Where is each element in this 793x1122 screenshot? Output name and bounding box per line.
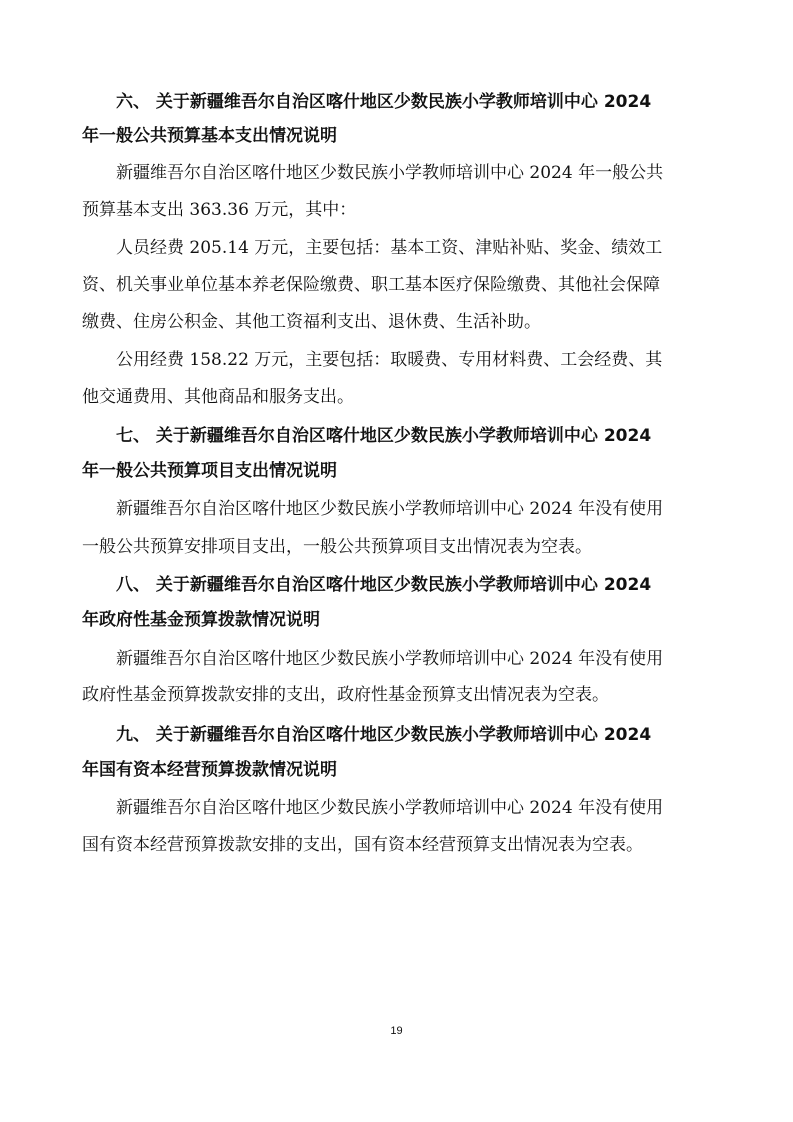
section-heading: 九、 关于新疆维吾尔自治区喀什地区少数民族小学教师培训中心 2024: [116, 725, 652, 745]
section-heading: 六、 关于新疆维吾尔自治区喀什地区少数民族小学教师培训中心 2024: [116, 92, 652, 112]
paragraph-line: 一般公共预算安排项目支出，一般公共预算项目支出情况表为空表。: [82, 537, 592, 557]
paragraph-line: 他交通费用、其他商品和服务支出。: [82, 387, 354, 407]
paragraph-line: 公用经费 158.22 万元，主要包括：取暖费、专用材料费、工会经费、其: [116, 350, 663, 370]
section-heading: 七、 关于新疆维吾尔自治区喀什地区少数民族小学教师培训中心 2024: [116, 426, 652, 446]
page-number: 19: [390, 1025, 403, 1037]
section-heading-cont: 年国有资本经营预算拨款情况说明: [82, 760, 337, 780]
section-heading-cont: 年政府性基金预算拨款情况说明: [82, 610, 320, 630]
paragraph-line: 政府性基金预算拨款安排的支出，政府性基金预算支出情况表为空表。: [82, 685, 609, 705]
paragraph-line: 新疆维吾尔自治区喀什地区少数民族小学教师培训中心 2024 年没有使用: [116, 798, 664, 818]
paragraph-line: 国有资本经营预算拨款安排的支出，国有资本经营预算支出情况表为空表。: [82, 835, 643, 855]
paragraph-line: 新疆维吾尔自治区喀什地区少数民族小学教师培训中心 2024 年没有使用: [116, 499, 664, 519]
paragraph-line: 资、机关事业单位基本养老保险缴费、职工基本医疗保险缴费、其他社会保障: [82, 275, 660, 295]
section-heading-cont: 年一般公共预算项目支出情况说明: [82, 461, 337, 481]
section-heading: 八、 关于新疆维吾尔自治区喀什地区少数民族小学教师培训中心 2024: [116, 575, 652, 595]
paragraph-line: 人员经费 205.14 万元，主要包括：基本工资、津贴补贴、奖金、绩效工: [116, 238, 663, 258]
section-heading-cont: 年一般公共预算基本支出情况说明: [82, 126, 337, 146]
paragraph-line: 新疆维吾尔自治区喀什地区少数民族小学教师培训中心 2024 年没有使用: [116, 649, 664, 669]
paragraph-line: 预算基本支出 363.36 万元，其中：: [82, 200, 357, 220]
paragraph-line: 新疆维吾尔自治区喀什地区少数民族小学教师培训中心 2024 年一般公共: [116, 163, 664, 183]
paragraph-line: 缴费、住房公积金、其他工资福利支出、退休费、生活补助。: [82, 312, 541, 332]
